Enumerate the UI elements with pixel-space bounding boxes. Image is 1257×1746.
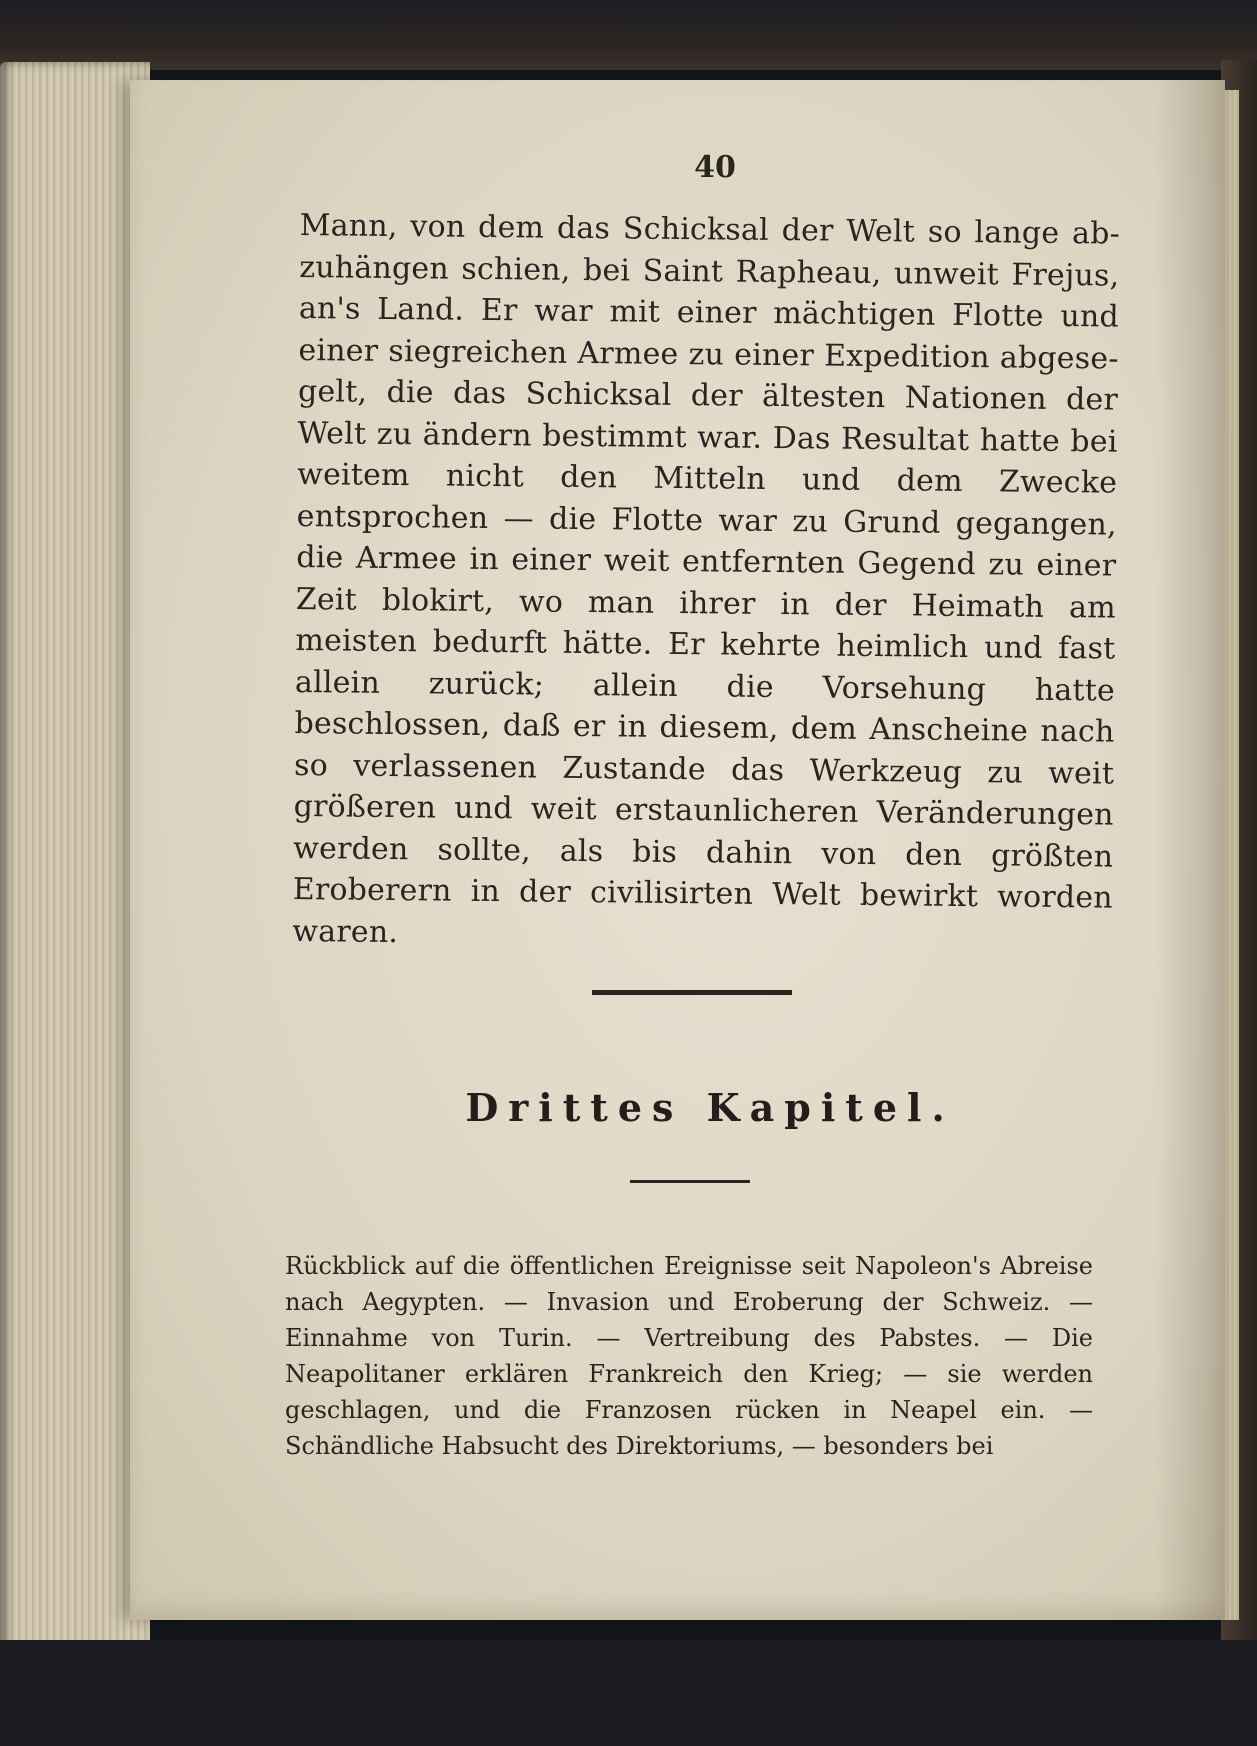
gutter-shadow <box>1155 80 1225 1620</box>
page-number: 40 <box>694 150 736 185</box>
chapter-summary: Rückblick auf die öffentlichen Ereignisse seit Napoleon's Abreise nach Aegypten. — Invasion und Eroberung der Schweiz. — Einnahme von Turin. — Vertreibung des Pabstes. — Die Neapolitaner erklären Frankreich den Krieg; — sie werden geschlagen, und die Franzosen rücken in Neapel ein. — Schändliche Habsucht des Direktoriums, — besonders bei <box>285 1252 1093 1460</box>
body-paragraph: Mann, von dem das Schicksal der Welt so lange abzuhängen schien, bei Saint Rapheau, unweit Frejus, an's Land. Er war mit einer mächtigen Flotte und einer siegreichen Armee zu einer Expedition abgesegelt, die das Schicksal der ältesten Nationen der Welt zu ändern bestimmt war. Das Resultat hatte bei weitem nicht den Mitteln und dem Zwecke entsprochen — die Flotte war zu Grund gegangen, die Armee in einer weit entfernten Gegend zu einer Zeit blokirt, wo man ihrer in der Heimath am meisten bedurft hätte. Er kehrte heimlich und fast allein zurück; allein die Vorsehung hatte beschlossen, daß er in diesem, dem Anscheine nach so verlassenen Zustande das Werkzeug zu weit größeren und weit erstaunlicheren Veränderungen werden sollte, als bis dahin von den größten Eroberern in der civilisirten Welt bewirkt worden waren. <box>292 207 1120 950</box>
section-divider-bottom <box>630 1180 750 1183</box>
section-divider-top <box>592 990 792 995</box>
page-stack-left <box>0 62 150 1652</box>
background-bottom <box>0 1640 1257 1746</box>
chapter-title: Drittes Kapitel. <box>465 1085 955 1130</box>
book-cover-top <box>0 0 1257 70</box>
page-stack-right <box>1225 90 1239 1620</box>
